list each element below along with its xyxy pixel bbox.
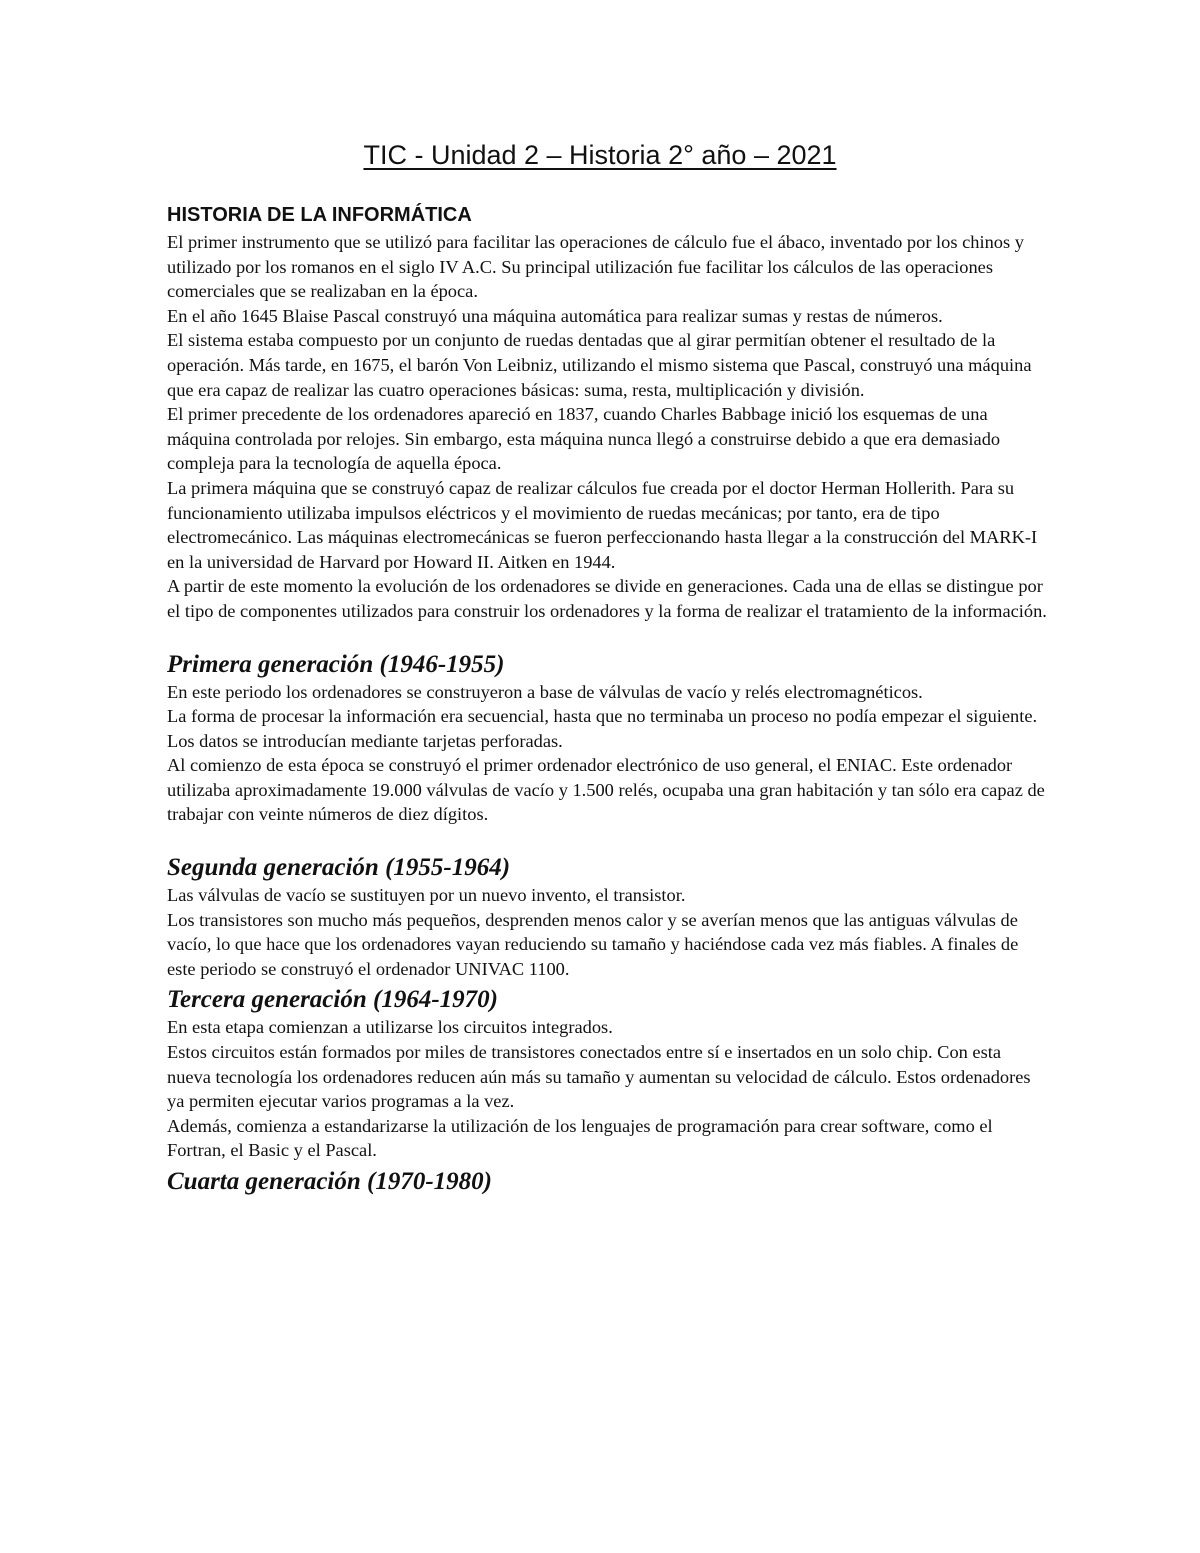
generation-1-paragraph-3: Al comienzo de esta época se construyó el primer ordenador electrónico de uso general, el ENIAC. Este ordenador utilizaba aproximadamente 19.000 válvulas de vacío y 1.500 relés, ocupaba una gran habitación y tan sólo era capaz de trabajar con veinte números de diez dígitos.	[167, 755, 1045, 825]
intro-paragraph-5: La primera máquina que se construyó capaz de realizar cálculos fue creada por el doctor Herman Hollerith. Para su funcionamiento utilizaba impulsos eléctricos y el movimiento de ruedas mecánicas; por tanto, era de tipo electromecánico. Las máquinas electromecánicas se fueron perfeccionando hasta llegar a la construcción del MARK-I en la universidad de Harvard por Howard II. Aitken en 1944.	[167, 477, 1038, 572]
intro-paragraph-3: El sistema estaba compuesto por un conjunto de ruedas dentadas que al girar permitían obtener el resultado de la operación. Más tarde, en 1675, el barón Von Leibniz, utilizando el mismo sistema que Pascal, construyó una máquina que era capaz de realizar las cuatro operaciones básicas: suma, resta, multiplicación y división.	[167, 330, 1032, 400]
generation-2-paragraph-2: Los transistores son mucho más pequeños, desprenden menos calor y se averían menos que las antiguas válvulas de vacío, lo que hace que los ordenadores vayan reduciendo su tamaño y haciéndose cada vez más fiables. A finales de este periodo se construyó el ordenador UNIVAC 1100.	[167, 909, 1019, 979]
generation-heading-2: Segunda generación (1955-1964)	[167, 854, 511, 882]
generation-1-paragraph-1: En este periodo los ordenadores se construyeron a base de válvulas de vacío y relés electromagnéticos.	[167, 681, 923, 702]
document-title-text: TIC - Unidad 2 – Historia 2° año – 2021	[363, 140, 837, 170]
intro-paragraph-6: A partir de este momento la evolución de los ordenadores se divide en generaciones. Cada una de ellas se distingue por el tipo de componentes utilizados para construir los ordenadores y la forma de realizar el tratamiento de la información.	[167, 576, 1047, 621]
intro-paragraph-4: El primer precedente de los ordenadores apareció en 1837, cuando Charles Babbage inició los esquemas de una máquina controlada por relojes. Sin embargo, esta máquina nunca llegó a construirse debido a que era demasiado compleja para la tecnología de aquella época.	[167, 404, 1001, 474]
document-title	[0, 140, 1200, 171]
spacer	[167, 624, 1047, 650]
document-body	[167, 200, 1047, 1197]
generation-1-paragraph-2: La forma de procesar la información era secuencial, hasta que no terminaba un proceso no podía empezar el siguiente. Los datos se introducían mediante tarjetas perforadas.	[167, 706, 1038, 751]
generation-3-paragraph-1: En esta etapa comienzan a utilizarse los circuitos integrados.	[167, 1017, 613, 1038]
intro-paragraph-2: En el año 1645 Blaise Pascal construyó una máquina automática para realizar sumas y restas de números.	[167, 305, 943, 326]
intro-paragraph-1: El primer instrumento que se utilizó para facilitar las operaciones de cálculo fue el ábaco, inventado por los chinos y utilizado por los romanos en el siglo IV A.C. Su principal utilización fue facilitar los cálculos de las operaciones comerciales que se realizaban en la época.	[167, 232, 1024, 302]
generation-3-paragraph-2: Estos circuitos están formados por miles de transistores conectados entre sí e insertados en un solo chip. Con esta nueva tecnología los ordenadores reducen aún más su tamaño y aumentan su velocidad de cálculo. Estos ordenadores ya permiten ejecutar varios programas a la vez.	[167, 1042, 1031, 1112]
generation-3-paragraph-3: Además, comienza a estandarizarse la utilización de los lenguajes de programación para crear software, como el Fortran, el Basic y el Pascal.	[167, 1115, 993, 1161]
section-heading: HISTORIA DE LA INFORMÁTICA	[167, 204, 472, 226]
generation-2-paragraph-1: Las válvulas de vacío se sustituyen por un nuevo invento, el transistor.	[167, 885, 686, 906]
generation-heading-3: Tercera generación (1964-1970)	[167, 986, 498, 1014]
generation-heading-4: Cuarta generación (1970-1980)	[167, 1168, 492, 1195]
spacer	[167, 827, 1047, 853]
generation-heading-1: Primera generación (1946-1955)	[167, 650, 505, 678]
